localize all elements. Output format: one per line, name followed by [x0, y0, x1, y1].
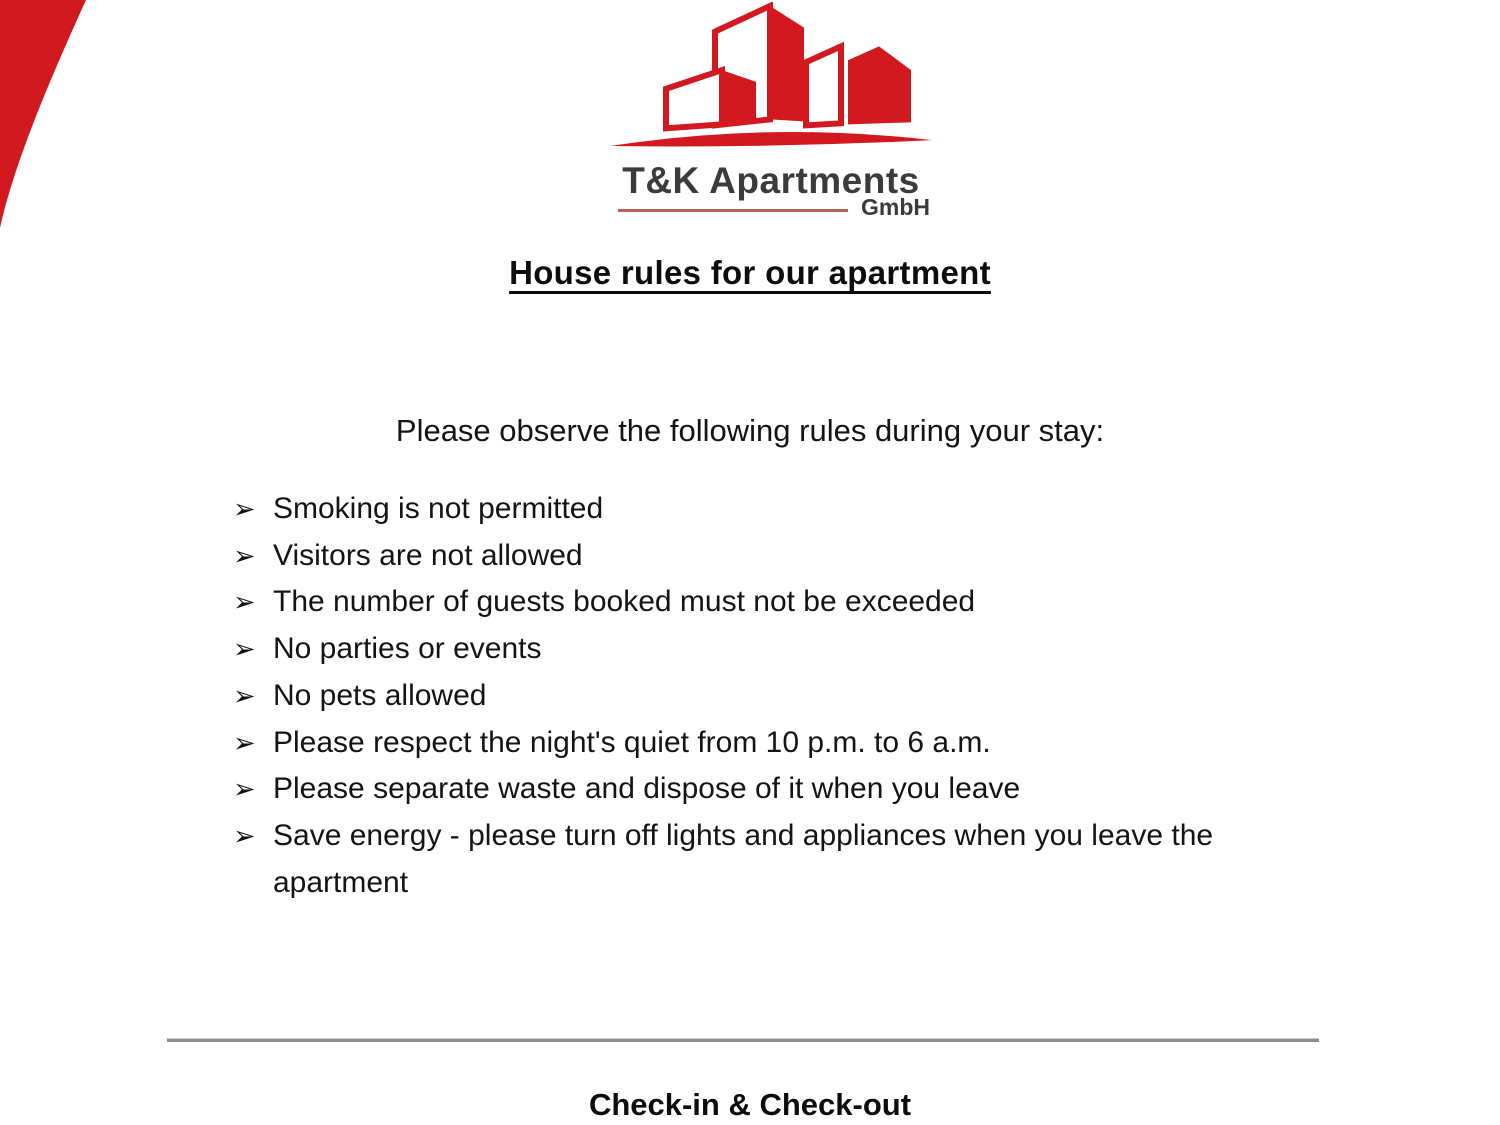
rule-text: Visitors are not allowed — [273, 538, 583, 572]
list-item — [233, 626, 1328, 673]
intro-text: Please observe the following rules during your stay: — [395, 413, 1105, 448]
list-item — [233, 579, 1328, 626]
brand-logo — [610, 0, 932, 222]
arrow-bullet-icon: ➢ — [233, 727, 256, 758]
arrow-bullet-icon: ➢ — [233, 540, 256, 571]
brand-name: T&K Apartments — [622, 160, 920, 201]
rule-text: No pets allowed — [273, 678, 487, 712]
corner-accent-shape — [0, 0, 110, 230]
rule-text: Please respect the night's quiet from 10 p.m. to 6 a.m. — [273, 725, 991, 759]
brand-suffix: GmbH — [861, 194, 930, 220]
rule-text: No parties or events — [273, 632, 542, 666]
list-item — [233, 813, 1328, 906]
rules-list — [233, 486, 1328, 906]
arrow-bullet-icon: ➢ — [233, 494, 256, 524]
section-divider — [167, 1038, 1319, 1042]
buildings-logo-icon — [610, 2, 932, 150]
rule-text: The number of guests booked must not be exceeded — [273, 585, 976, 619]
rule-text: Please separate waste and dispose of it when you leave — [273, 772, 1021, 806]
page-title: House rules for our apartment — [509, 254, 991, 291]
list-item — [233, 720, 1328, 767]
list-item — [233, 486, 1328, 533]
list-item — [233, 766, 1328, 813]
rule-text: Smoking is not permitted — [273, 492, 604, 525]
rule-text: Save energy - please turn off lights and appliances when you leave the apartment — [273, 818, 1214, 899]
arrow-bullet-icon: ➢ — [233, 774, 256, 805]
section-heading: Check-in & Check-out — [588, 1087, 912, 1122]
arrow-bullet-icon: ➢ — [233, 587, 256, 618]
list-item — [233, 673, 1328, 720]
arrow-bullet-icon: ➢ — [233, 634, 256, 665]
arrow-bullet-icon: ➢ — [233, 820, 256, 851]
arrow-bullet-icon: ➢ — [233, 680, 256, 711]
list-item — [233, 533, 1328, 580]
brand-rule-line — [618, 209, 848, 212]
